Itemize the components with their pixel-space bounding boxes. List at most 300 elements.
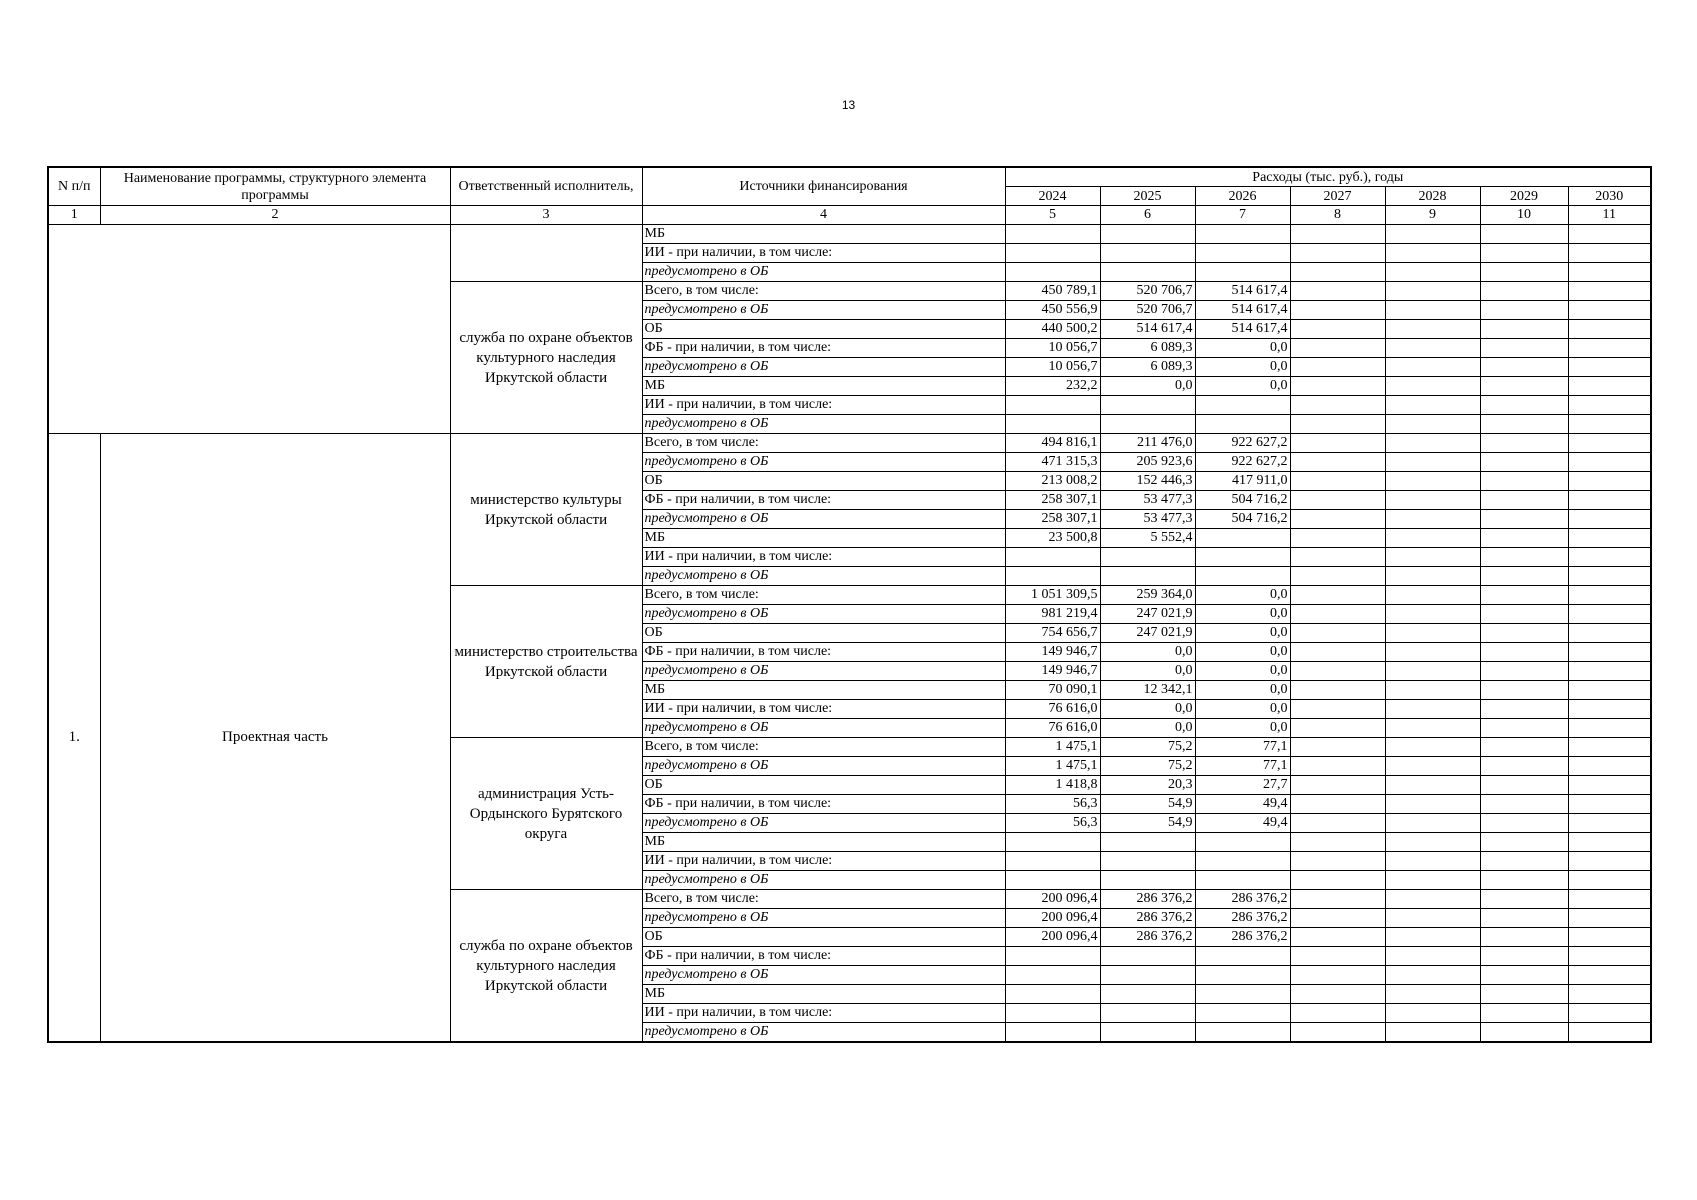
- funding-source: ИИ - при наличии, в том числе:: [642, 396, 1005, 415]
- amount-cell: 232,2: [1005, 377, 1100, 396]
- amount-cell: 417 911,0: [1195, 472, 1290, 491]
- amount-cell: [1568, 301, 1651, 320]
- amount-cell: [1290, 434, 1385, 453]
- amount-cell: 1 475,1: [1005, 757, 1100, 776]
- amount-cell: [1290, 339, 1385, 358]
- amount-cell: [1480, 662, 1568, 681]
- funding-source: ИИ - при наличии, в том числе:: [642, 244, 1005, 263]
- amount-cell: [1568, 529, 1651, 548]
- amount-cell: [1385, 225, 1480, 244]
- executor-cell: министерство культуры Иркутской области: [450, 434, 642, 586]
- amount-cell: [1100, 1004, 1195, 1023]
- amount-cell: [1568, 852, 1651, 871]
- amount-cell: [1480, 282, 1568, 301]
- amount-cell: 0,0: [1195, 700, 1290, 719]
- amount-cell: 77,1: [1195, 738, 1290, 757]
- amount-cell: [1480, 681, 1568, 700]
- amount-cell: [1480, 225, 1568, 244]
- amount-cell: [1568, 510, 1651, 529]
- amount-cell: 49,4: [1195, 814, 1290, 833]
- amount-cell: [1100, 1023, 1195, 1043]
- amount-cell: [1568, 320, 1651, 339]
- header-row: [48, 167, 1651, 187]
- amount-cell: [1480, 795, 1568, 814]
- amount-cell: [1195, 1004, 1290, 1023]
- amount-cell: 0,0: [1100, 700, 1195, 719]
- amount-cell: [1290, 244, 1385, 263]
- amount-cell: [1385, 1004, 1480, 1023]
- page-number: 13: [841, 98, 856, 112]
- amount-cell: 53 477,3: [1100, 491, 1195, 510]
- amount-cell: [1195, 415, 1290, 434]
- amount-cell: [1195, 263, 1290, 282]
- funding-source: предусмотрено в ОБ: [642, 966, 1005, 985]
- amount-cell: 0,0: [1195, 605, 1290, 624]
- amount-cell: [1100, 244, 1195, 263]
- amount-cell: [1290, 491, 1385, 510]
- amount-cell: [1100, 415, 1195, 434]
- amount-cell: 200 096,4: [1005, 890, 1100, 909]
- funding-source: МБ: [642, 985, 1005, 1004]
- amount-cell: 922 627,2: [1195, 453, 1290, 472]
- amount-cell: 0,0: [1100, 662, 1195, 681]
- amount-cell: 0,0: [1195, 624, 1290, 643]
- amount-cell: [1290, 225, 1385, 244]
- amount-cell: 514 617,4: [1195, 320, 1290, 339]
- amount-cell: [1480, 377, 1568, 396]
- amount-cell: [1568, 567, 1651, 586]
- amount-cell: [1005, 415, 1100, 434]
- amount-cell: [1568, 1023, 1651, 1043]
- amount-cell: [1290, 377, 1385, 396]
- amount-cell: [1480, 985, 1568, 1004]
- amount-cell: 0,0: [1195, 586, 1290, 605]
- year-header: 2027: [1290, 187, 1385, 206]
- amount-cell: [1568, 757, 1651, 776]
- amount-cell: [1290, 605, 1385, 624]
- funding-source: предусмотрено в ОБ: [642, 719, 1005, 738]
- amount-cell: [1005, 548, 1100, 567]
- amount-cell: [1568, 795, 1651, 814]
- year-header: 2030: [1568, 187, 1651, 206]
- funding-source: ОБ: [642, 320, 1005, 339]
- section-number: 1.: [48, 434, 100, 1043]
- amount-cell: [1195, 529, 1290, 548]
- amount-cell: [1290, 301, 1385, 320]
- amount-cell: 213 008,2: [1005, 472, 1100, 491]
- amount-cell: [1480, 396, 1568, 415]
- funding-source: предусмотрено в ОБ: [642, 301, 1005, 320]
- amount-cell: [1290, 320, 1385, 339]
- amount-cell: [1480, 244, 1568, 263]
- prev-executor-cell: [450, 225, 642, 282]
- amount-cell: [1568, 662, 1651, 681]
- amount-cell: [1385, 320, 1480, 339]
- amount-cell: 53 477,3: [1100, 510, 1195, 529]
- amount-cell: 56,3: [1005, 795, 1100, 814]
- amount-cell: [1290, 453, 1385, 472]
- amount-cell: [1290, 757, 1385, 776]
- amount-cell: 10 056,7: [1005, 339, 1100, 358]
- funding-source: ИИ - при наличии, в том числе:: [642, 700, 1005, 719]
- table-row: [48, 434, 1651, 453]
- amount-cell: 258 307,1: [1005, 510, 1100, 529]
- amount-cell: 0,0: [1195, 643, 1290, 662]
- amount-cell: [1480, 624, 1568, 643]
- amount-cell: [1290, 985, 1385, 1004]
- amount-cell: 520 706,7: [1100, 301, 1195, 320]
- amount-cell: [1290, 890, 1385, 909]
- amount-cell: [1195, 871, 1290, 890]
- amount-cell: [1290, 282, 1385, 301]
- amount-cell: [1385, 472, 1480, 491]
- amount-cell: 56,3: [1005, 814, 1100, 833]
- executor-cell: служба по охране объектов культурного наследия Иркутской области: [450, 890, 642, 1043]
- amount-cell: [1385, 586, 1480, 605]
- amount-cell: [1568, 700, 1651, 719]
- funding-source: МБ: [642, 377, 1005, 396]
- amount-cell: 152 446,3: [1100, 472, 1195, 491]
- amount-cell: [1480, 852, 1568, 871]
- amount-cell: [1568, 928, 1651, 947]
- column-number: 2: [100, 206, 450, 225]
- amount-cell: [1480, 947, 1568, 966]
- amount-cell: [1385, 624, 1480, 643]
- amount-cell: [1005, 396, 1100, 415]
- column-number: 3: [450, 206, 642, 225]
- amount-cell: [1385, 244, 1480, 263]
- funding-source: ОБ: [642, 624, 1005, 643]
- amount-cell: 49,4: [1195, 795, 1290, 814]
- amount-cell: [1385, 700, 1480, 719]
- col-exec-header: Ответственный исполнитель,: [450, 167, 642, 206]
- amount-cell: 504 716,2: [1195, 491, 1290, 510]
- amount-cell: [1385, 510, 1480, 529]
- col-expenses-header: Расходы (тыс. руб.), годы: [1005, 167, 1651, 187]
- amount-cell: [1480, 643, 1568, 662]
- column-number: 4: [642, 206, 1005, 225]
- amount-cell: [1568, 377, 1651, 396]
- funding-source: ИИ - при наличии, в том числе:: [642, 852, 1005, 871]
- amount-cell: 211 476,0: [1100, 434, 1195, 453]
- amount-cell: [1290, 567, 1385, 586]
- amount-cell: 0,0: [1195, 339, 1290, 358]
- amount-cell: 471 315,3: [1005, 453, 1100, 472]
- amount-cell: [1385, 909, 1480, 928]
- amount-cell: 450 789,1: [1005, 282, 1100, 301]
- amount-cell: 75,2: [1100, 757, 1195, 776]
- amount-cell: [1385, 871, 1480, 890]
- funding-source: Всего, в том числе:: [642, 890, 1005, 909]
- amount-cell: [1100, 871, 1195, 890]
- amount-cell: [1480, 1004, 1568, 1023]
- amount-cell: 286 376,2: [1195, 909, 1290, 928]
- amount-cell: [1290, 871, 1385, 890]
- amount-cell: 149 946,7: [1005, 643, 1100, 662]
- amount-cell: 286 376,2: [1100, 890, 1195, 909]
- amount-cell: [1480, 529, 1568, 548]
- amount-cell: 1 418,8: [1005, 776, 1100, 795]
- budget-table: [47, 166, 1652, 1043]
- amount-cell: [1568, 814, 1651, 833]
- amount-cell: [1568, 643, 1651, 662]
- amount-cell: [1290, 662, 1385, 681]
- amount-cell: 6 089,3: [1100, 358, 1195, 377]
- amount-cell: [1385, 681, 1480, 700]
- amount-cell: [1100, 985, 1195, 1004]
- amount-cell: 0,0: [1195, 719, 1290, 738]
- amount-cell: [1385, 757, 1480, 776]
- funding-source: Всего, в том числе:: [642, 738, 1005, 757]
- amount-cell: [1480, 776, 1568, 795]
- amount-cell: [1385, 567, 1480, 586]
- amount-cell: [1385, 529, 1480, 548]
- amount-cell: 27,7: [1195, 776, 1290, 795]
- amount-cell: [1568, 472, 1651, 491]
- amount-cell: [1480, 358, 1568, 377]
- amount-cell: [1480, 567, 1568, 586]
- amount-cell: 286 376,2: [1195, 890, 1290, 909]
- amount-cell: [1480, 605, 1568, 624]
- amount-cell: [1480, 491, 1568, 510]
- amount-cell: [1290, 529, 1385, 548]
- amount-cell: [1195, 244, 1290, 263]
- prev-section-cell: [48, 225, 450, 434]
- amount-cell: [1385, 776, 1480, 795]
- amount-cell: [1480, 890, 1568, 909]
- funding-source: Всего, в том числе:: [642, 586, 1005, 605]
- amount-cell: [1005, 567, 1100, 586]
- amount-cell: [1568, 833, 1651, 852]
- amount-cell: 0,0: [1100, 719, 1195, 738]
- funding-source: ФБ - при наличии, в том числе:: [642, 795, 1005, 814]
- funding-source: ФБ - при наличии, в том числе:: [642, 947, 1005, 966]
- funding-source: предусмотрено в ОБ: [642, 453, 1005, 472]
- amount-cell: 76 616,0: [1005, 700, 1100, 719]
- amount-cell: [1568, 225, 1651, 244]
- column-number: 6: [1100, 206, 1195, 225]
- amount-cell: 76 616,0: [1005, 719, 1100, 738]
- amount-cell: [1480, 757, 1568, 776]
- amount-cell: [1290, 681, 1385, 700]
- amount-cell: [1290, 795, 1385, 814]
- amount-cell: [1385, 643, 1480, 662]
- amount-cell: [1385, 985, 1480, 1004]
- executor-cell: служба по охране объектов культурного наследия Иркутской области: [450, 282, 642, 434]
- funding-source: Всего, в том числе:: [642, 282, 1005, 301]
- amount-cell: 77,1: [1195, 757, 1290, 776]
- amount-cell: [1290, 548, 1385, 567]
- amount-cell: [1480, 320, 1568, 339]
- amount-cell: [1005, 985, 1100, 1004]
- amount-cell: [1385, 966, 1480, 985]
- amount-cell: [1480, 909, 1568, 928]
- amount-cell: 0,0: [1100, 377, 1195, 396]
- year-header: 2028: [1385, 187, 1480, 206]
- amount-cell: [1385, 434, 1480, 453]
- amount-cell: 0,0: [1195, 662, 1290, 681]
- amount-cell: 12 342,1: [1100, 681, 1195, 700]
- amount-cell: [1568, 358, 1651, 377]
- amount-cell: [1480, 434, 1568, 453]
- amount-cell: [1195, 852, 1290, 871]
- amount-cell: [1195, 567, 1290, 586]
- funding-source: МБ: [642, 833, 1005, 852]
- funding-source: предусмотрено в ОБ: [642, 909, 1005, 928]
- funding-source: МБ: [642, 681, 1005, 700]
- amount-cell: [1290, 814, 1385, 833]
- amount-cell: 70 090,1: [1005, 681, 1100, 700]
- amount-cell: [1100, 966, 1195, 985]
- amount-cell: [1480, 415, 1568, 434]
- amount-cell: [1385, 301, 1480, 320]
- amount-cell: [1005, 852, 1100, 871]
- amount-cell: 149 946,7: [1005, 662, 1100, 681]
- amount-cell: [1290, 586, 1385, 605]
- amount-cell: 450 556,9: [1005, 301, 1100, 320]
- amount-cell: [1480, 586, 1568, 605]
- amount-cell: 5 552,4: [1100, 529, 1195, 548]
- funding-source: предусмотрено в ОБ: [642, 358, 1005, 377]
- amount-cell: [1005, 1004, 1100, 1023]
- amount-cell: [1568, 453, 1651, 472]
- amount-cell: [1568, 282, 1651, 301]
- column-number: 5: [1005, 206, 1100, 225]
- amount-cell: 514 617,4: [1195, 282, 1290, 301]
- amount-cell: 10 056,7: [1005, 358, 1100, 377]
- col-source-header: Источники финансирования: [642, 167, 1005, 206]
- amount-cell: [1480, 510, 1568, 529]
- amount-cell: [1290, 1023, 1385, 1043]
- amount-cell: 247 021,9: [1100, 624, 1195, 643]
- amount-cell: [1290, 852, 1385, 871]
- amount-cell: [1385, 548, 1480, 567]
- column-number: 8: [1290, 206, 1385, 225]
- amount-cell: [1290, 624, 1385, 643]
- amount-cell: 514 617,4: [1100, 320, 1195, 339]
- amount-cell: [1290, 947, 1385, 966]
- amount-cell: [1385, 947, 1480, 966]
- amount-cell: [1568, 339, 1651, 358]
- amount-cell: 0,0: [1100, 643, 1195, 662]
- amount-cell: [1290, 358, 1385, 377]
- amount-cell: [1385, 453, 1480, 472]
- funding-source: Всего, в том числе:: [642, 434, 1005, 453]
- amount-cell: [1290, 263, 1385, 282]
- amount-cell: [1005, 263, 1100, 282]
- amount-cell: [1568, 738, 1651, 757]
- amount-cell: [1100, 947, 1195, 966]
- column-number: 1: [48, 206, 100, 225]
- amount-cell: [1480, 719, 1568, 738]
- amount-cell: [1290, 909, 1385, 928]
- amount-cell: [1195, 225, 1290, 244]
- amount-cell: [1385, 852, 1480, 871]
- amount-cell: [1005, 947, 1100, 966]
- amount-cell: 200 096,4: [1005, 909, 1100, 928]
- year-header: 2026: [1195, 187, 1290, 206]
- amount-cell: [1385, 928, 1480, 947]
- column-number: 11: [1568, 206, 1651, 225]
- funding-source: предусмотрено в ОБ: [642, 263, 1005, 282]
- amount-cell: [1385, 263, 1480, 282]
- amount-cell: [1005, 966, 1100, 985]
- funding-source: предусмотрено в ОБ: [642, 567, 1005, 586]
- amount-cell: [1568, 396, 1651, 415]
- amount-cell: 1 051 309,5: [1005, 586, 1100, 605]
- amount-cell: [1385, 605, 1480, 624]
- amount-cell: 0,0: [1195, 377, 1290, 396]
- funding-source: ИИ - при наличии, в том числе:: [642, 1004, 1005, 1023]
- amount-cell: 754 656,7: [1005, 624, 1100, 643]
- amount-cell: 75,2: [1100, 738, 1195, 757]
- amount-cell: [1290, 643, 1385, 662]
- amount-cell: [1385, 396, 1480, 415]
- amount-cell: 247 021,9: [1100, 605, 1195, 624]
- amount-cell: [1568, 263, 1651, 282]
- amount-cell: [1568, 985, 1651, 1004]
- amount-cell: [1290, 415, 1385, 434]
- amount-cell: 54,9: [1100, 795, 1195, 814]
- amount-cell: 200 096,4: [1005, 928, 1100, 947]
- amount-cell: 0,0: [1195, 358, 1290, 377]
- amount-cell: 504 716,2: [1195, 510, 1290, 529]
- funding-source: ФБ - при наличии, в том числе:: [642, 491, 1005, 510]
- amount-cell: 440 500,2: [1005, 320, 1100, 339]
- executor-cell: министерство строительства Иркутской области: [450, 586, 642, 738]
- year-header: 2025: [1100, 187, 1195, 206]
- funding-source: МБ: [642, 225, 1005, 244]
- amount-cell: [1385, 833, 1480, 852]
- amount-cell: [1005, 225, 1100, 244]
- amount-cell: 514 617,4: [1195, 301, 1290, 320]
- amount-cell: [1568, 909, 1651, 928]
- amount-cell: [1480, 548, 1568, 567]
- amount-cell: [1195, 1023, 1290, 1043]
- amount-cell: [1385, 662, 1480, 681]
- amount-cell: 258 307,1: [1005, 491, 1100, 510]
- amount-cell: [1568, 776, 1651, 795]
- amount-cell: 54,9: [1100, 814, 1195, 833]
- amount-cell: [1568, 1004, 1651, 1023]
- amount-cell: [1480, 700, 1568, 719]
- amount-cell: [1290, 472, 1385, 491]
- amount-cell: [1290, 1004, 1385, 1023]
- amount-cell: 205 923,6: [1100, 453, 1195, 472]
- section-name: Проектная часть: [100, 434, 450, 1043]
- amount-cell: [1568, 719, 1651, 738]
- funding-source: МБ: [642, 529, 1005, 548]
- amount-cell: [1100, 548, 1195, 567]
- amount-cell: [1480, 339, 1568, 358]
- funding-source: предусмотрено в ОБ: [642, 415, 1005, 434]
- amount-cell: [1385, 491, 1480, 510]
- amount-cell: 494 816,1: [1005, 434, 1100, 453]
- amount-cell: 286 376,2: [1100, 928, 1195, 947]
- funding-source: предусмотрено в ОБ: [642, 510, 1005, 529]
- amount-cell: [1195, 396, 1290, 415]
- amount-cell: [1385, 719, 1480, 738]
- amount-cell: 286 376,2: [1100, 909, 1195, 928]
- amount-cell: [1195, 548, 1290, 567]
- amount-cell: [1480, 814, 1568, 833]
- funding-source: предусмотрено в ОБ: [642, 814, 1005, 833]
- amount-cell: [1568, 244, 1651, 263]
- column-number: 10: [1480, 206, 1568, 225]
- amount-cell: [1385, 738, 1480, 757]
- column-number-row: [48, 206, 1651, 225]
- amount-cell: [1005, 833, 1100, 852]
